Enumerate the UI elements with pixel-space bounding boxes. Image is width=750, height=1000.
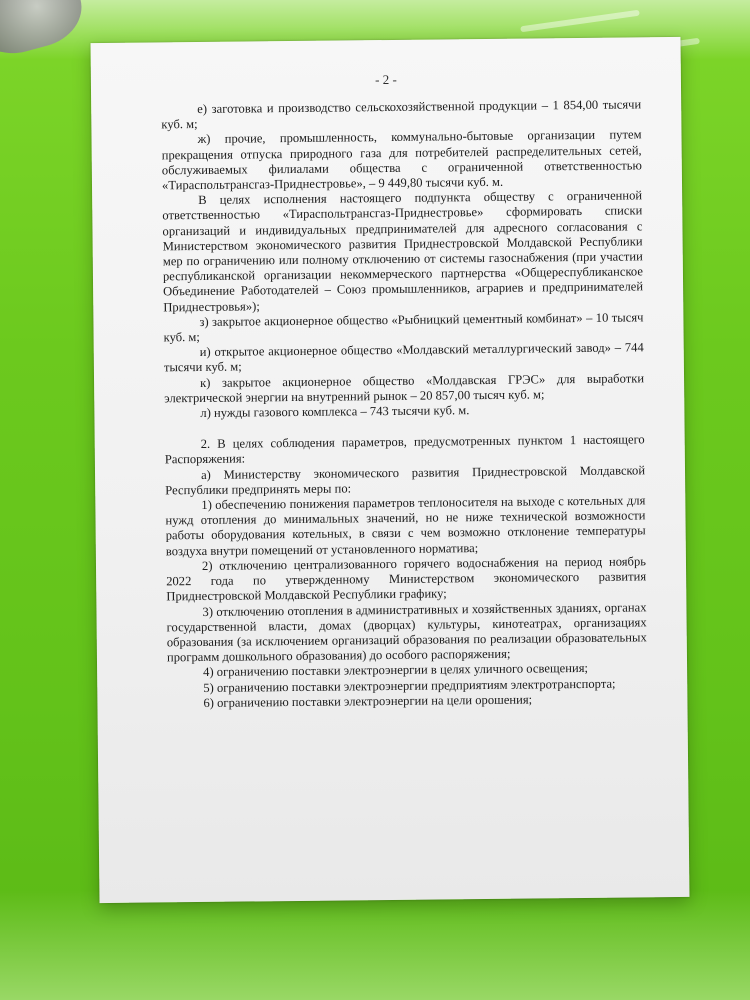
document-body — [161, 97, 647, 711]
paragraph-a: а) Министерству экономического развития Приднестровской Молдавской Республики предпринять меры по: — [165, 463, 646, 498]
paragraph-e: е) заготовка и производство сельскохозяйственной продукции – 1 854,00 тысячи куб. м; — [161, 97, 642, 132]
paragraph-zh: ж) прочие, промышленность, коммунально-бытовые организации путем прекращения отпуска природного газа для потребителей распределительных сетей, обслуживаемых филиалами общества с ограниченной ответственностью «Тираспольтрансгаз-Приднестровье», – 9 449,80 тысячи куб. м. — [161, 127, 642, 193]
paragraph-section-2: 2. В целях соблюдения параметров, предусмотренных пунктом 1 настоящего Распоряжения: — [164, 432, 645, 467]
paragraph-k: к) закрытое акционерное общество «Молдавская ГРЭС» для выработки электрической энергии на внутренний рынок – 20 857,00 тысяч куб. м; — [164, 370, 645, 406]
page-number: - 2 - — [374, 71, 397, 88]
list-item-6: 6) ограничению поставки электроэнергии на цели орошения; — [203, 692, 533, 710]
list-item-2: 2) отключению централизованного горячего водоснабжения на период ноябрь 2022 года по утвержденному Министерством экономического развития Приднестровской Молдавской Республики графику; — [166, 554, 647, 604]
paragraph-i: и) открытое акционерное общество «Молдавский металлургический завод» – 744 тысячи куб. м; — [163, 340, 644, 375]
background-bottom-glare — [0, 890, 750, 1000]
paragraph-instruction: В целях исполнения настоящего подпункта обществу с ограниченной ответственностью «Тираспольтрансгаз-Приднестровье» сформировать списки организаций и индивидуальных предпринимателей для адресного согласования с Министерством экономического развития Приднестровской Молдавской Республики мер по ограничению или полному отключению от системы газоснабжения (при участии республиканской организации некоммерческого партнерства «Общереспубликанское Объединение Работодателей – Союз промышленников, аграриев и предпринимателей Приднестровья»); — [162, 188, 644, 315]
list-item-1: 1) обеспечению понижения параметров теплоносителя на выходе с котельных для нужд отопления до минимальных значений, но не ниже технической возможности работы оборудования котельных, в связи с чем возможно отклонение температуры воздуха внутри помещений от установленного норматива; — [165, 493, 646, 559]
paragraph-z: з) закрытое акционерное общество «Рыбницкий цементный комбинат» – 10 тысяч куб. м; — [163, 310, 644, 345]
list-item-3: 3) отключению отопления в административных и хозяйственных зданиях, органах государственной власти, домах (дворцах) культуры, кинотеатрах, организациях образования (за исключением организаций образования по реализации образовательных программ дошкольного образования) до особого распоряжения; — [166, 599, 647, 665]
paragraph-l: л) нужды газового комплекса – 743 тысячи куб. м. — [200, 403, 470, 421]
document-page — [91, 37, 690, 903]
list-item-5: 5) ограничению поставки электроэнергии предприятиям электротранспорта; — [203, 676, 616, 695]
list-item-4: 4) ограничению поставки электроэнергии в целях уличного освещения; — [203, 661, 589, 680]
